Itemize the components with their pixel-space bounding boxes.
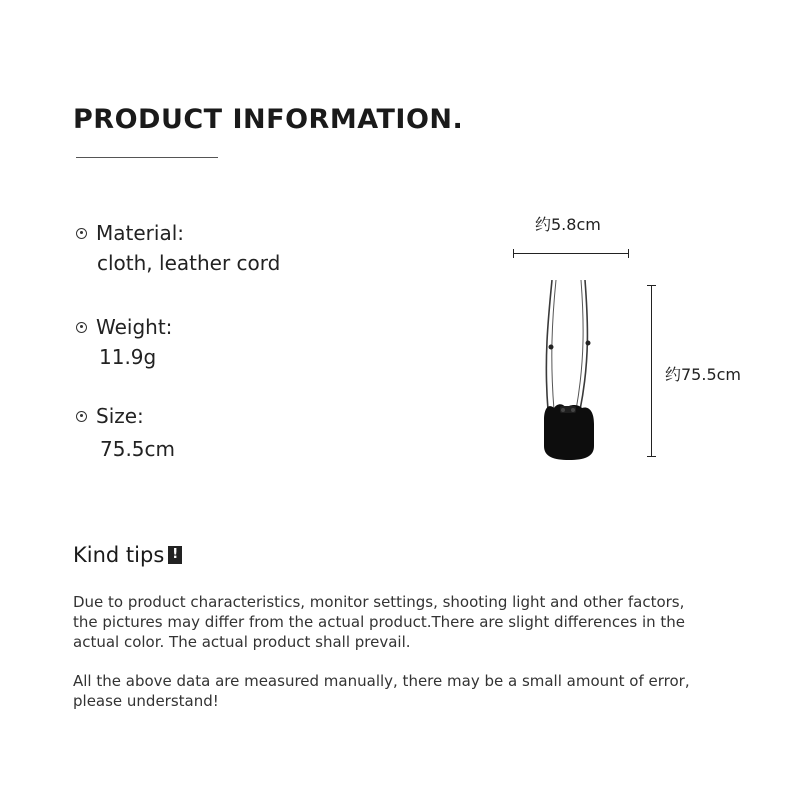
spec-weight xyxy=(76,315,172,369)
tips-paragraph: All the above data are measured manually, there may be a small amount of error, please understand! xyxy=(73,672,690,710)
spec-size xyxy=(76,404,175,461)
height-dimension-line xyxy=(651,285,652,457)
bullet-icon xyxy=(76,411,87,422)
bullet-icon xyxy=(76,228,87,239)
spec-material xyxy=(76,221,280,275)
spec-label: Size: xyxy=(96,404,144,428)
spec-value: cloth, leather cord xyxy=(97,251,281,275)
page-title: PRODUCT INFORMATION. xyxy=(73,104,464,135)
spec-value: 75.5cm xyxy=(100,437,176,461)
height-dimension-label: 约75.5cm xyxy=(665,365,742,384)
width-dimension-line xyxy=(513,253,629,254)
spec-label: Weight: xyxy=(96,315,173,339)
tips-paragraph: Due to product characteristics, monitor settings, shooting light and other factors, the pictures may differ from the actual product.There are slight differences in the actual color. The actual product shall prevail. xyxy=(73,593,685,651)
spec-label: Material: xyxy=(96,221,184,245)
kind-tips-title: Kind tips xyxy=(73,543,165,567)
necklace-pouch-image xyxy=(530,280,650,465)
width-dimension-label: 约5.8cm xyxy=(535,215,601,234)
spec-value: 11.9g xyxy=(99,345,157,369)
title-underline xyxy=(76,157,218,158)
bullet-icon xyxy=(76,322,87,333)
exclamation-icon: ! xyxy=(168,546,182,564)
kind-tips-heading xyxy=(73,543,182,567)
